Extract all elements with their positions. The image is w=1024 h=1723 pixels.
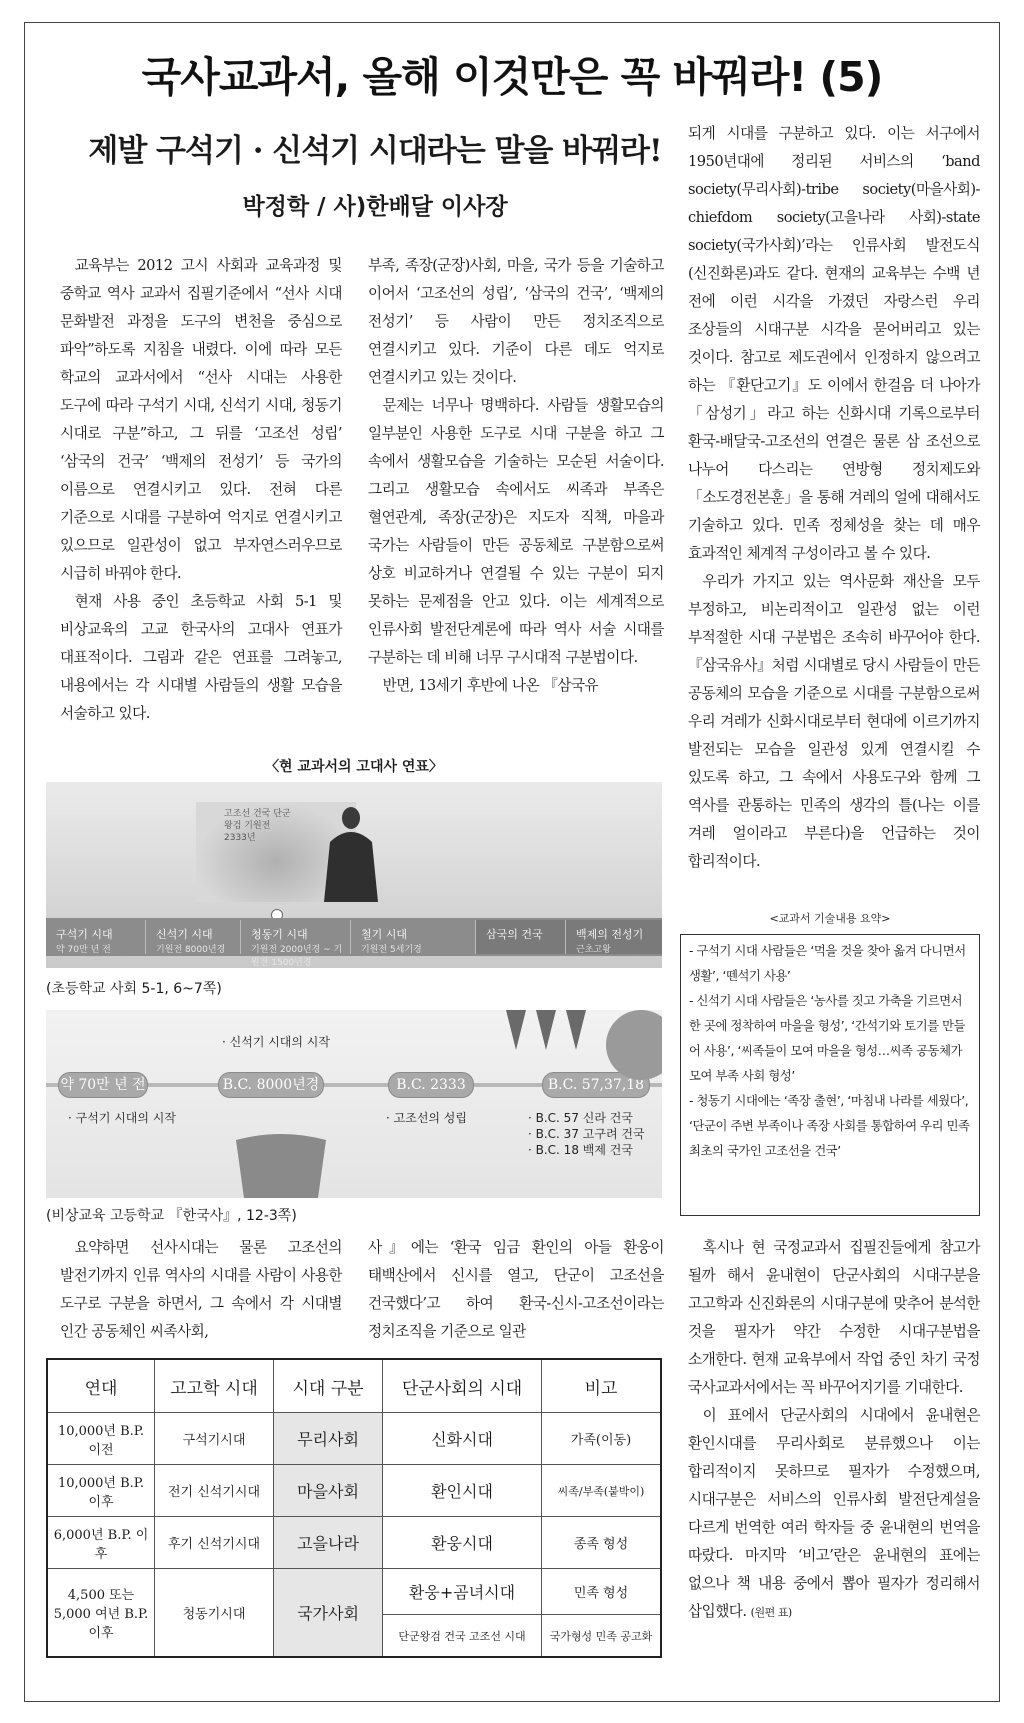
table-row: 단군왕검 건국 고조선 시대 국가형성 민족 공고화 [47,1615,661,1657]
paleolithic-start-label: · 구석기 시대의 시작 [68,1111,176,1125]
figure1-source: (초등학교 사회 5-1, 6~7쪽) [46,981,222,997]
table-row: 6,000년 B.P. 이후 후기 신석기시대 고을나라 환웅시대 종족 형성 [47,1517,661,1569]
column-2-lower [368,1234,664,1346]
paragraph: 혹시나 현 국정교과서 집필진들에게 참고가 될까 해서 윤내현이 단군사회의 시대구분을 고고학과 신진화론의 시대구분에 맞추어 분석한 것을 필자가 약간 수정한 시대구분법을 소개한다. 현재 교육부에서 작업 중인 차기 국정 국사교과서에서는 꼭 바꾸어지기를 기대한다. [688,1239,980,1396]
timeline-segment: 철기 시대 기원전 5세기경 [351,920,476,954]
timeline-segment: 구석기 시대 약 70만 년 전 [46,920,146,954]
paragraph: 교육부는 2012 고시 사회과 교육과정 및 중학교 역사 교과서 집필기준에서 “선사 시대 문화발전 과정을 도구의 변천을 중심으로 파악”하도록 지침을 내렸다. 이에 따라 모든 학교의 교과서에서 “선사 시대는 사용한 도구에 따라 구석기 시대, 신석기 시대, 청동기 시대로 구분”하고, 그 뒤를 ‘고조선 성립’ ‘삼국의 건국’ ‘백제의 전성기’ 등 국가의 이름으로 연결시키고 있다. 전혀 다른 기준으로 시대를 구분하여 억지로 연결시키고 있으므로 일관성이 없고 부자연스러우므로 시급히 바꿔야 한다. [60,257,342,582]
summary-title: <교과서 기술내용 요약> [769,912,891,925]
figure-silhouette-icon [316,802,386,912]
summary-item: - 신석기 시대 사람들은 ‘농사를 짓고 가축을 기르면서 한 곳에 정착하여 마을을 형성’, ‘간석기와 토기를 만들어 사용’, ‘씨족들이 모여 마을을 형성…씨족 공동체가 모여 부족 사회 형성’ [689,994,966,1083]
timeline-segment: 신석기 시대 기원전 8000년경 [146,920,241,954]
summary-item: - 구석기 시대 사람들은 ‘먹을 것을 찾아 옮겨 다니면서 생활’, ‘뗀석기 사용’ [689,944,966,983]
paragraph: 이 표에서 단군사회의 시대에서 윤내현은 환인시대를 무리사회로 분류했으나 이는 합리적이지 못하므로 필자가 수정했으며, 시대구분은 서비스의 인류사회 발전단계설을 다르게 번역한 여러 학자들 중 윤내현의 번역을 따랐다. 마지막 ‘비고’란은 윤내현의 표에는 없으나 책 내용 중에서 뽑아 필자가 정리해서 삽입했다. (원편 표) [688,1407,980,1620]
paragraph: 우리가 가지고 있는 역사문화 재산을 모두 부정하고, 비논리적이고 일관성 없는 이런 부적절한 시대 구분법은 조속히 바꾸어야 한다. 『삼국유사』처럼 시대별로 당시 사람들이 만든 공동체의 모습을 기준으로 시대를 구분함으로써 우리 겨레가 신화시대로부터 현대에 이르기까지 발전되는 모습을 일관성 있게 연결시킬 수 있도록 하고, 그 속에서 사용도구와 함께 그 역사를 관통하는 민족의 생각의 틀(나는 이를 겨레 얼이라고 부른다)을 언급하는 것이 합리적이다. [688,573,980,870]
paragraph: 부족, 족장(군장)사회, 마을, 국가 등을 기술하고 이어서 ‘고조선의 성립’, ‘삼국의 건국’, ‘백제의 전성기’ 등 사람이 만든 정치조직으로 연결시키고 있다. 기준이 다른 데도 억지로 연결시키고 있는 것이다. [368,257,664,386]
paragraph: 요약하면 선사시대는 물론 고조선의 발전기까지 인류 역사의 시대를 사람이 사용한 도구로 구분을 하면서, 그 속에서 각 시대별 인간 공동체인 씨족사회, [60,1239,342,1340]
column-1 [60,252,342,728]
table-header: 연대 [47,1359,155,1413]
credit: (원편 표) [750,1606,792,1619]
timeline-segment: 삼국의 건국 [476,920,566,954]
timeline-pill: 약 70만 년 전 [58,1072,148,1098]
subhead: 제발 구석기 · 신석기 시대라는 말을 바꿔라! [88,133,662,169]
table-row: 10,000년 B.P. 이전 구석기시대 무리사회 신화시대 가족(이동) [47,1413,661,1465]
paragraph: 문제는 너무나 명백하다. 사람들 생활모습의 일부분인 사용한 도구로 시대 구분을 하고 그 속에서 생활모습을 기술하는 모순된 서술이다. 그리고 생활모습 속에서도 씨족과 부족은 혈연관계, 족장(군장)은 지도자 직책, 마을과 국가는 사람들이 만든 공동체로 구분함으로써 상호 비교하거나 연결될 수 있는 구분이 되지 못하는 문제점을 안고 있다. 이는 세계적으로 인류사회 발전단계론에 따라 역사 서술 시대를 구분하는 데 비해 너무 구시대적 구분법이다. [368,397,664,666]
table-header: 고고학 시대 [155,1359,274,1413]
paragraph: 반면, 13세기 후반에 나온 『삼국유 [382,677,599,694]
gojoseon-label: · 고조선의 성립 [386,1111,467,1125]
vessel-icon [226,1130,336,1198]
pottery-icon [486,1010,626,1060]
highschool-timeline-image [46,1010,662,1198]
table-row: 4,500 또는 5,000 여년 B.P. 이후 청동기시대 국가사회 환웅+곰녀시대 민족 형성 [47,1569,661,1615]
column-2 [368,252,664,700]
paragraph: 되게 시대를 구분하고 있다. 이는 서구에서 1950년대에 정리된 서비스의 ‘band society(무리사회)-tribe society(마을사회)-chiefdom society(고을나라 사회)-state society(국가사회)’라는 인류사회 발전도식(신진화론)과도 같다. 현재의 교육부는 수백 년 전에 이런 시각을 가졌던 자랑스런 우리 조상들의 시대구분 시각을 묻어버리고 있는 것이다. 참고로 제도권에서 인정하지 않으려고 하는 『환단고기』도 이에서 한걸음 더 나아가 「삼성기」라고 하는 신화시대 기록으로부터 환국-배달국-고조선의 연결은 물론 삼 조선으로 나누어 다스리는 연방형 정치제도와 「소도경전본훈」을 통해 겨레의 얼에 대해서도 기술하고 있다. 민족 정체성을 찾는 데 매우 효과적인 체계적 구성이라고 볼 수 있다. [688,125,980,562]
era-division-table [46,1358,662,1658]
table-row: 10,000년 B.P. 이후 전기 신석기시대 마을사회 환인시대 씨족/부족(붙박이) [47,1465,661,1517]
table-header: 비고 [542,1359,662,1413]
column-3 [688,120,980,876]
summary-box [680,934,980,1216]
headline: 국사교과서, 올해 이것만은 꼭 바꿔라! (5) [141,53,883,101]
textbook-timeline-image [46,782,662,968]
column-4 [688,1234,980,1627]
artifact-photo [606,1010,662,1080]
column-1-lower [60,1234,342,1346]
table-header: 단군사회의 시대 [383,1359,542,1413]
three-kingdoms-labels: · B.C. 57 신라 건국 · B.C. 37 고구려 건국 · B.C. 18 백제 건국 [528,1111,645,1157]
paragraph: 현재 사용 중인 초등학교 사회 5-1 및 비상교육의 고교 한국사의 고대사 연표가 대표적이다. 그림과 같은 연표를 그려놓고, 내용에서는 각 시대별 사람들의 생활 모습을 서술하고 있다. [60,593,342,722]
byline: 박정학 / 사)한배달 이사장 [242,194,508,220]
timeline-segment: 백제의 전성기 근초고왕 [566,920,662,954]
paragraph: 사』에는 ‘환국 임금 환인의 아들 환웅이 태백산에서 신시를 열고, 단군이 고조선을 건국했다’고 하여 환국-신시-고조선이라는 정치조직을 기준으로 일관 [368,1239,664,1340]
timeline-pill: B.C. 8000년경 [218,1072,324,1098]
gojoseon-overlay-label: 고조선 건국 단군왕검 기원전 2333년 [224,809,291,843]
timeline-pill: B.C. 57,37,18 [542,1072,650,1098]
timeline-segment: 청동기 시대 기원전 2000년경 ~ 기원전 1500년경 [241,920,351,954]
neolithic-start-label: · 신석기 시대의 시작 [222,1035,330,1049]
table-header: 시대 구분 [274,1359,383,1413]
table-header-row [47,1359,661,1413]
figure2-source: (비상교육 고등학교 『한국사』, 12-3쪽) [46,1208,297,1224]
timeline-pill: B.C. 2333 [388,1072,474,1098]
summary-item: - 청동기 시대에는 ‘족장 출현’, ‘마침내 나라를 세웠다’, ‘단군이 주변 부족이나 족장 사회를 통합하여 우리 민족 최초의 국가인 고조선을 건국’ [689,1094,970,1158]
figure1-caption: 〈현 교과서의 고대사 연표〉 [265,759,443,775]
